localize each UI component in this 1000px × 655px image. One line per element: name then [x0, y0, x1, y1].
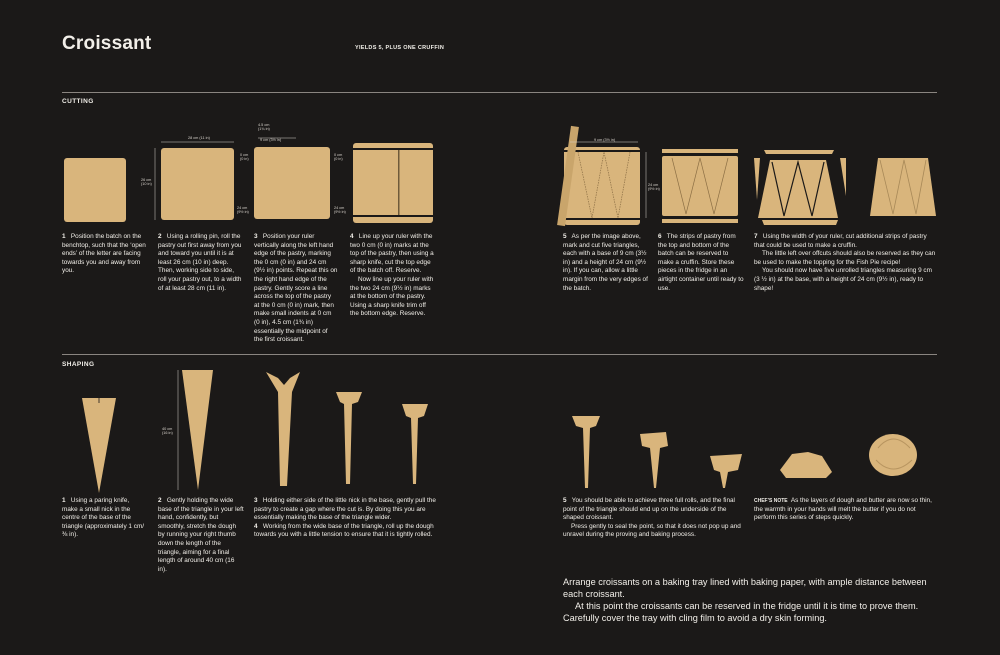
- dim-4-5cm: 4.5 cm (1¾ in): [258, 123, 270, 131]
- widened-base-image: [266, 372, 300, 486]
- page-title: Croissant: [62, 33, 152, 54]
- cutting-step-1: 1 Position the batch on the benchtop, such that the ‘open ends’ of the letter are facing towards you and away from you.: [62, 233, 146, 275]
- finished-croissant-image: [869, 434, 917, 476]
- dim-28cm: 28 cm (11 in): [188, 136, 210, 140]
- dim-9cm: 9 cm (3½ in): [260, 138, 282, 142]
- dim-24cm-right: 24 cm (9½ in): [334, 206, 346, 214]
- roll-two-image: [640, 432, 668, 488]
- bottom-note: Arrange croissants on a baking tray lined with baking paper, with ample distance between each croissant. At this point the croissants can be reserved in the fridge until it is time to prove them. Carefully cover the tray with cling film to avoid a dry skin forming.: [563, 577, 927, 623]
- rolling-start-image: [336, 392, 362, 484]
- dim-24cm-left: 24 cm (9½ in): [237, 206, 249, 214]
- section-label-shaping: SHAPING: [62, 361, 95, 368]
- dim-9cm-triangle: 9 cm (3½ in): [594, 138, 616, 142]
- nicked-triangle-image: [82, 398, 116, 493]
- shaping-step-3-4: 3 Holding either side of the little nick in the base, gently pull the pastry to create a gap where the cut is. By doing this you are essentially making the base of the triangle wider. 4 Working from the wide base of the triangle, roll up the dough towards you with a little tension to ensure that it is tightly rolled.: [254, 497, 436, 539]
- dim-40cm: 40 cm (16 in): [162, 427, 173, 435]
- roll-three-image: [710, 454, 742, 488]
- dim-0cm-right: 0 cm (0 in): [334, 153, 343, 161]
- section-label-cutting: CUTTING: [62, 98, 94, 105]
- cutting-step-3: 3 Position your ruler vertically along the left hand edge of the pastry, marking the 0 cm (0 in) and 24 cm (9½ in) points. Repeat this on the right hand edge of the pastry. Gently score a line across the top of the pastry at the 0 cm (0 in) mark, then make small indents at 0 cm (0 in), 4.5 cm (1¾ in) essentially the midpoint of the first croissant.: [254, 233, 338, 344]
- shaping-step-1: 1 Using a paring knife, make a small nick in the centre of the base of the triangle (approximately 1 cm/ ⅜ in).: [62, 497, 145, 539]
- cutting-step-6: 6 The strips of pastry from the top and bottom of the batch can be reserved to make a cruffin. Store these pieces in the fridge in an airtight container until ready to use.: [658, 233, 744, 292]
- roll-one-image: [572, 416, 600, 488]
- chefs-note: CHEF’S NOTE As the layers of dough and butter are now so thin, the warmth in your hands will melt the butter if you do not perform this series of steps quickly.: [754, 497, 932, 522]
- cutting-step-2: 2 Using a rolling pin, roll the pastry out first away from you and toward you until it is at least 26 cm (10 in) deep. Then, working side to side, roll your pastry out, to a width of at least 28 cm (11 in).: [158, 233, 242, 292]
- rolling-more-image: [402, 404, 428, 484]
- dim-26cm: 26 cm (10 in): [141, 178, 152, 186]
- cutting-step-7: 7 Using the width of your ruler, cut additional strips of pastry that could be used to make a cruffin. The little left over offcuts should also be reserved as they can be used to make the topping for the Fish Pie recipe! You should now have five unrolled triangles measuring 9 cm (3 ½ in) at the base, with a height of 24 cm (9½ in), ready to shape!: [754, 233, 936, 292]
- dim-0cm-left: 0 cm (0 in): [240, 153, 249, 161]
- shaping-step-5: 5 You should be able to achieve three full rolls, and the final point of the triangle should end up on the underside of the shaped croissant. Press gently to seal the point, so that it does not pop up and unravel during the proving and baking process.: [563, 497, 741, 539]
- shaping-step-2: 2 Gently holding the wide base of the triangle in your left hand, confidently, but smoothly, stretch the dough by running your right thumb down the length of the triangle, aiming for a final length of around 40 cm (16 in).: [158, 497, 244, 573]
- roll-four-image: [780, 452, 832, 478]
- yields-label: YIELDS 5, PLUS ONE CRUFFIN: [355, 45, 445, 51]
- stretched-triangle-image: [182, 370, 213, 490]
- cutting-step-5: 5 As per the image above, mark and cut five triangles, each with a base of 9 cm (3½ in) and a height of 24 cm (9½ in). If you can, allow a little margin from the very edges of the batch.: [563, 233, 648, 292]
- cutting-step-4: 4 Line up your ruler with the two 0 cm (0 in) marks at the top of the pastry, then using a sharp knife, cut the top edge of the batch off. Reserve. Now line up your ruler with the two 24 cm (9½ in) marks at the bottom of the pastry. Using a sharp knife trim off the bottom edge. Reserve.: [350, 233, 434, 318]
- dim-24cm-triangle: 24 cm (9½ in): [648, 183, 660, 191]
